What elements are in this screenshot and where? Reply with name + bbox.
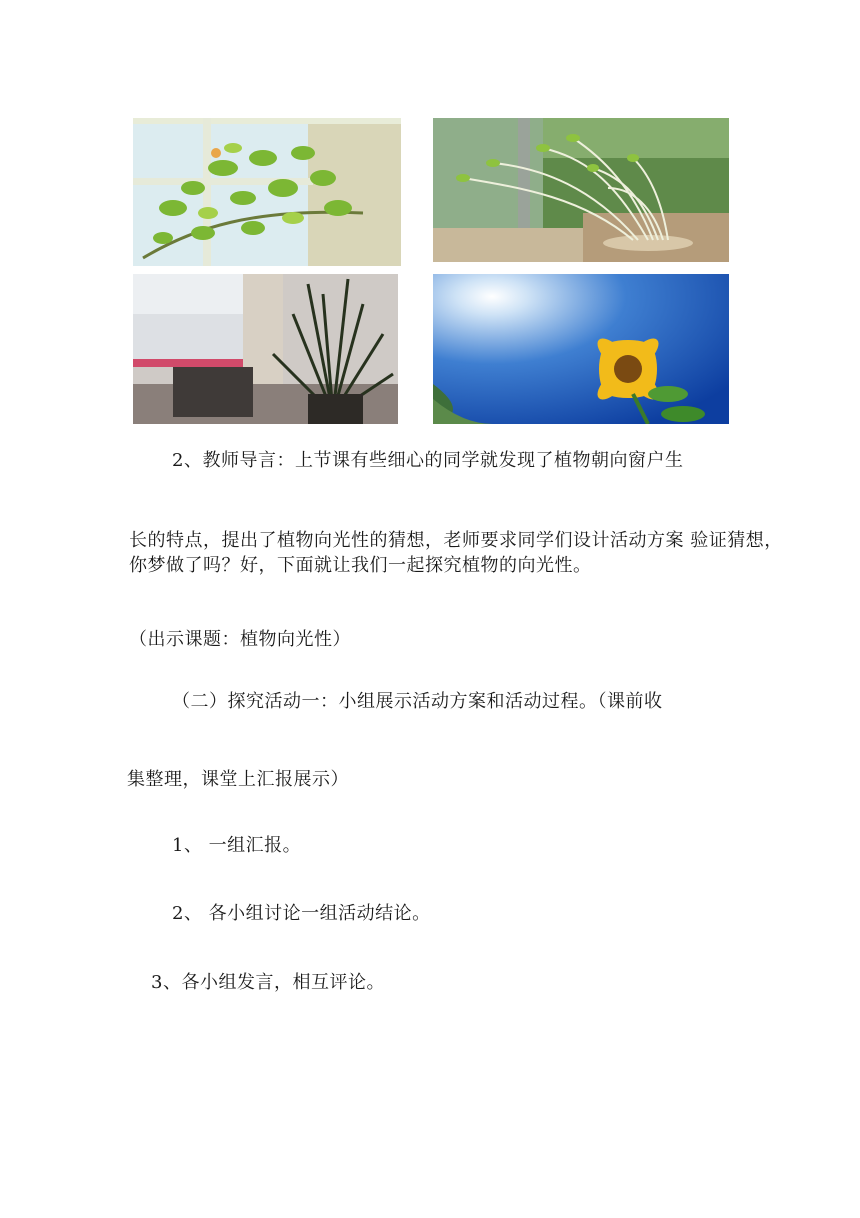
paragraph-teacher-intro: 2、教师导言：上节课有些细心的同学就发现了植物朝向窗户生 bbox=[172, 450, 684, 471]
seedlings-bending-photo bbox=[433, 118, 729, 262]
paragraph-continuation-line-2: 你梦做了吗？好，下面就让我们一起探究植物的向光性。 bbox=[129, 555, 592, 576]
topic-display: （出示课题：植物向光性） bbox=[129, 629, 351, 650]
list-item-1: 1、 一组汇报。 bbox=[172, 835, 302, 856]
list-item-3: 3、各小组发言，相互评论。 bbox=[151, 972, 385, 993]
activity-one-heading-line-1: （二）探究活动一：小组展示活动方案和活动过程。（课前收 bbox=[172, 691, 663, 712]
plant-by-window-photo bbox=[133, 118, 401, 266]
paragraph-continuation-line-1: 长的特点，提出了植物向光性的猜想，老师要求同学们设计活动方案 验证猜想， bbox=[129, 530, 783, 551]
activity-one-heading-line-2: 集整理，课堂上汇报展示） bbox=[127, 769, 349, 790]
sunflower-sky-photo bbox=[433, 274, 729, 424]
list-item-2: 2、 各小组讨论一组活动结论。 bbox=[172, 903, 431, 924]
potted-plant-room-photo bbox=[133, 274, 398, 424]
